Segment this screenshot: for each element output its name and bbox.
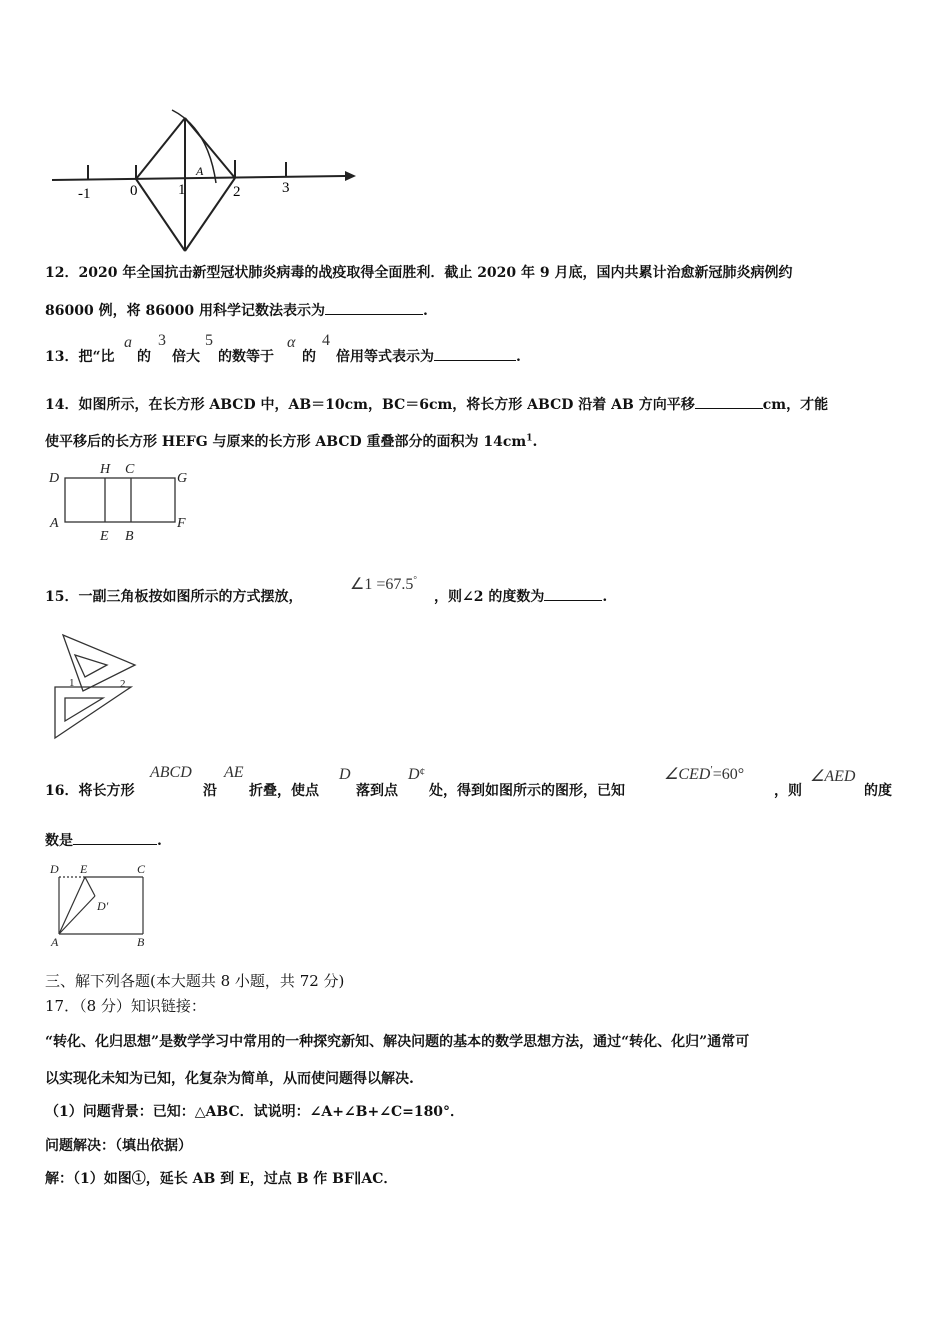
- q17-background: （1）问题背景：已知：△ABC．试说明：∠A+∠B+∠C=180°．: [45, 1104, 465, 1120]
- q16-text-2: 沿: [203, 783, 217, 799]
- q17-para1: “转化、化归思想”是数学学习中常用的一种探究新知、解决问题的基本的数学思想方法，通过“转化、化归”通常可: [45, 1034, 750, 1050]
- q14-line1-text: 14．如图所示，在长方形 ABCD 中，AB＝10cm，BC＝6cm，将长方形 ABCD 沿着 AB 方向平移: [45, 397, 695, 413]
- q13-period: .: [516, 349, 521, 365]
- tick-label-1: 1: [178, 182, 186, 198]
- number-line-figure: [40, 108, 370, 258]
- q16-fold-figure: [45, 858, 160, 950]
- q16-var-abcd: ABCD: [150, 764, 192, 781]
- q14-label-g: G: [177, 471, 188, 486]
- q12-line1: 12．2020 年全国抗击新型冠状肺炎病毒的战疫取得全面胜利．截止 2020 年 9 月底，国内共累计治愈新冠肺炎病例约: [45, 265, 793, 281]
- tick-label-2: 2: [233, 184, 241, 200]
- tick-label-0: 0: [130, 183, 138, 199]
- q16-var-dprime: [408, 766, 425, 784]
- q14-line2: [45, 431, 537, 451]
- q15-angle-1-label: 1: [69, 677, 75, 689]
- q16-var-d: D: [339, 766, 351, 783]
- q13-num-3: 3: [158, 332, 166, 349]
- q14-line2-period: .: [532, 434, 538, 450]
- q14-label-d: D: [49, 471, 60, 486]
- q15-period: .: [602, 589, 608, 605]
- q17-solve-step1: 解：（1）如图①，延长 AB 到 E，过点 B 作 BF∥AC．: [45, 1171, 398, 1187]
- q12-line2-text: 86000 例，将 86000 用科学记数法表示为: [45, 303, 326, 319]
- q16-var-dprime-mark: ¢: [419, 766, 426, 778]
- q16-line2: [45, 830, 162, 850]
- section-3-title: 三、解下列各题(本大题共 8 小题，共 72 分): [45, 972, 345, 990]
- q16-line2-text: 数是: [45, 833, 73, 849]
- q12-period: .: [423, 303, 428, 319]
- q16-label-b: B: [137, 935, 145, 949]
- q14-rectangle-figure: [45, 458, 205, 546]
- q14-line2-superscript: 1: [526, 433, 533, 444]
- q14-label-c: C: [125, 462, 135, 477]
- q16-var-aed: ∠AED: [810, 768, 856, 785]
- tick-label-neg1: -1: [78, 186, 91, 202]
- q16-text-5: 处，得到如图所示的图形，已知: [429, 783, 625, 799]
- q14-label-h: H: [100, 462, 111, 477]
- q16-formula-ced-angle: ∠CED: [664, 766, 711, 783]
- q16-label-c: C: [137, 862, 146, 876]
- q16-label-e: E: [80, 862, 88, 876]
- q14-label-f: F: [177, 516, 186, 531]
- q15-triangle-figure: [45, 625, 145, 745]
- q15-formula-text: ∠1 =67.5: [350, 576, 414, 593]
- q13-var-a: a: [124, 334, 132, 351]
- q14-label-b: B: [125, 529, 134, 544]
- q16-var-ae: AE: [224, 764, 244, 781]
- q16-text-4: 落到点: [356, 783, 398, 799]
- q16-text-6: ，则: [774, 783, 802, 799]
- q13-text-6: [336, 346, 521, 366]
- q17-solve-head: 问题解决：（填出依据）: [45, 1138, 192, 1154]
- q12-line2: [45, 300, 428, 320]
- q14-line1: [45, 394, 828, 414]
- q16-label-a: A: [51, 935, 59, 949]
- q16-formula-ced-value: =60°: [712, 766, 745, 783]
- q16-answer-blank[interactable]: [73, 844, 157, 845]
- q13-text-2: 的: [137, 349, 151, 365]
- point-label-a: A: [196, 164, 204, 178]
- q16-formula-ced: [664, 764, 744, 784]
- q15-formula-degree: °: [413, 574, 417, 585]
- q16-text-3: 折叠，使点: [249, 783, 319, 799]
- q16-label-d: D: [50, 862, 59, 876]
- q15-angle-2-label: 2: [120, 678, 126, 690]
- q16-text-1: 16．将长方形: [45, 783, 135, 799]
- q15-text-1: 15．一副三角板按如图所示的方式摆放，: [45, 589, 303, 605]
- q17-head: 17．（8 分）知识链接：: [45, 997, 206, 1015]
- q15-answer-blank[interactable]: [544, 600, 602, 601]
- q14-label-e: E: [100, 529, 109, 544]
- q16-formula-ced-mark: ′: [710, 764, 713, 776]
- q15-formula: [350, 574, 417, 594]
- q14-line1-tail: cm，才能: [762, 397, 829, 413]
- q15-text-2-label: ，则∠2 的度数为: [434, 589, 545, 605]
- q13-text-4: 的数等于: [218, 349, 274, 365]
- q13-num-5: 5: [205, 332, 213, 349]
- q13-var-alpha: α: [287, 334, 296, 351]
- q13-text-5: 的: [302, 349, 316, 365]
- q12-answer-blank[interactable]: [325, 314, 423, 315]
- q15-text-2: [434, 586, 607, 606]
- q13-text-1: 13．把“比: [45, 349, 115, 365]
- tick-label-3: 3: [282, 180, 290, 196]
- q13-answer-blank[interactable]: [434, 360, 516, 361]
- q16-period: .: [157, 833, 162, 849]
- q13-text-3: 倍大: [172, 349, 200, 365]
- q14-answer-blank[interactable]: [695, 408, 763, 409]
- q14-line2-text: 使平移后的长方形 HEFG 与原来的长方形 ABCD 重叠部分的面积为 14cm: [45, 434, 527, 450]
- q16-label-dprime: D′: [97, 899, 109, 913]
- q16-text-7: 的度: [864, 783, 892, 799]
- q13-text-6-label: 倍用等式表示为: [336, 349, 434, 365]
- q14-label-a: A: [50, 516, 59, 531]
- q13-num-4: 4: [322, 332, 330, 349]
- q16-var-dprime-letter: D: [408, 766, 420, 783]
- q17-para2: 以实现化未知为已知，化复杂为简单，从而使问题得以解决.: [45, 1071, 414, 1087]
